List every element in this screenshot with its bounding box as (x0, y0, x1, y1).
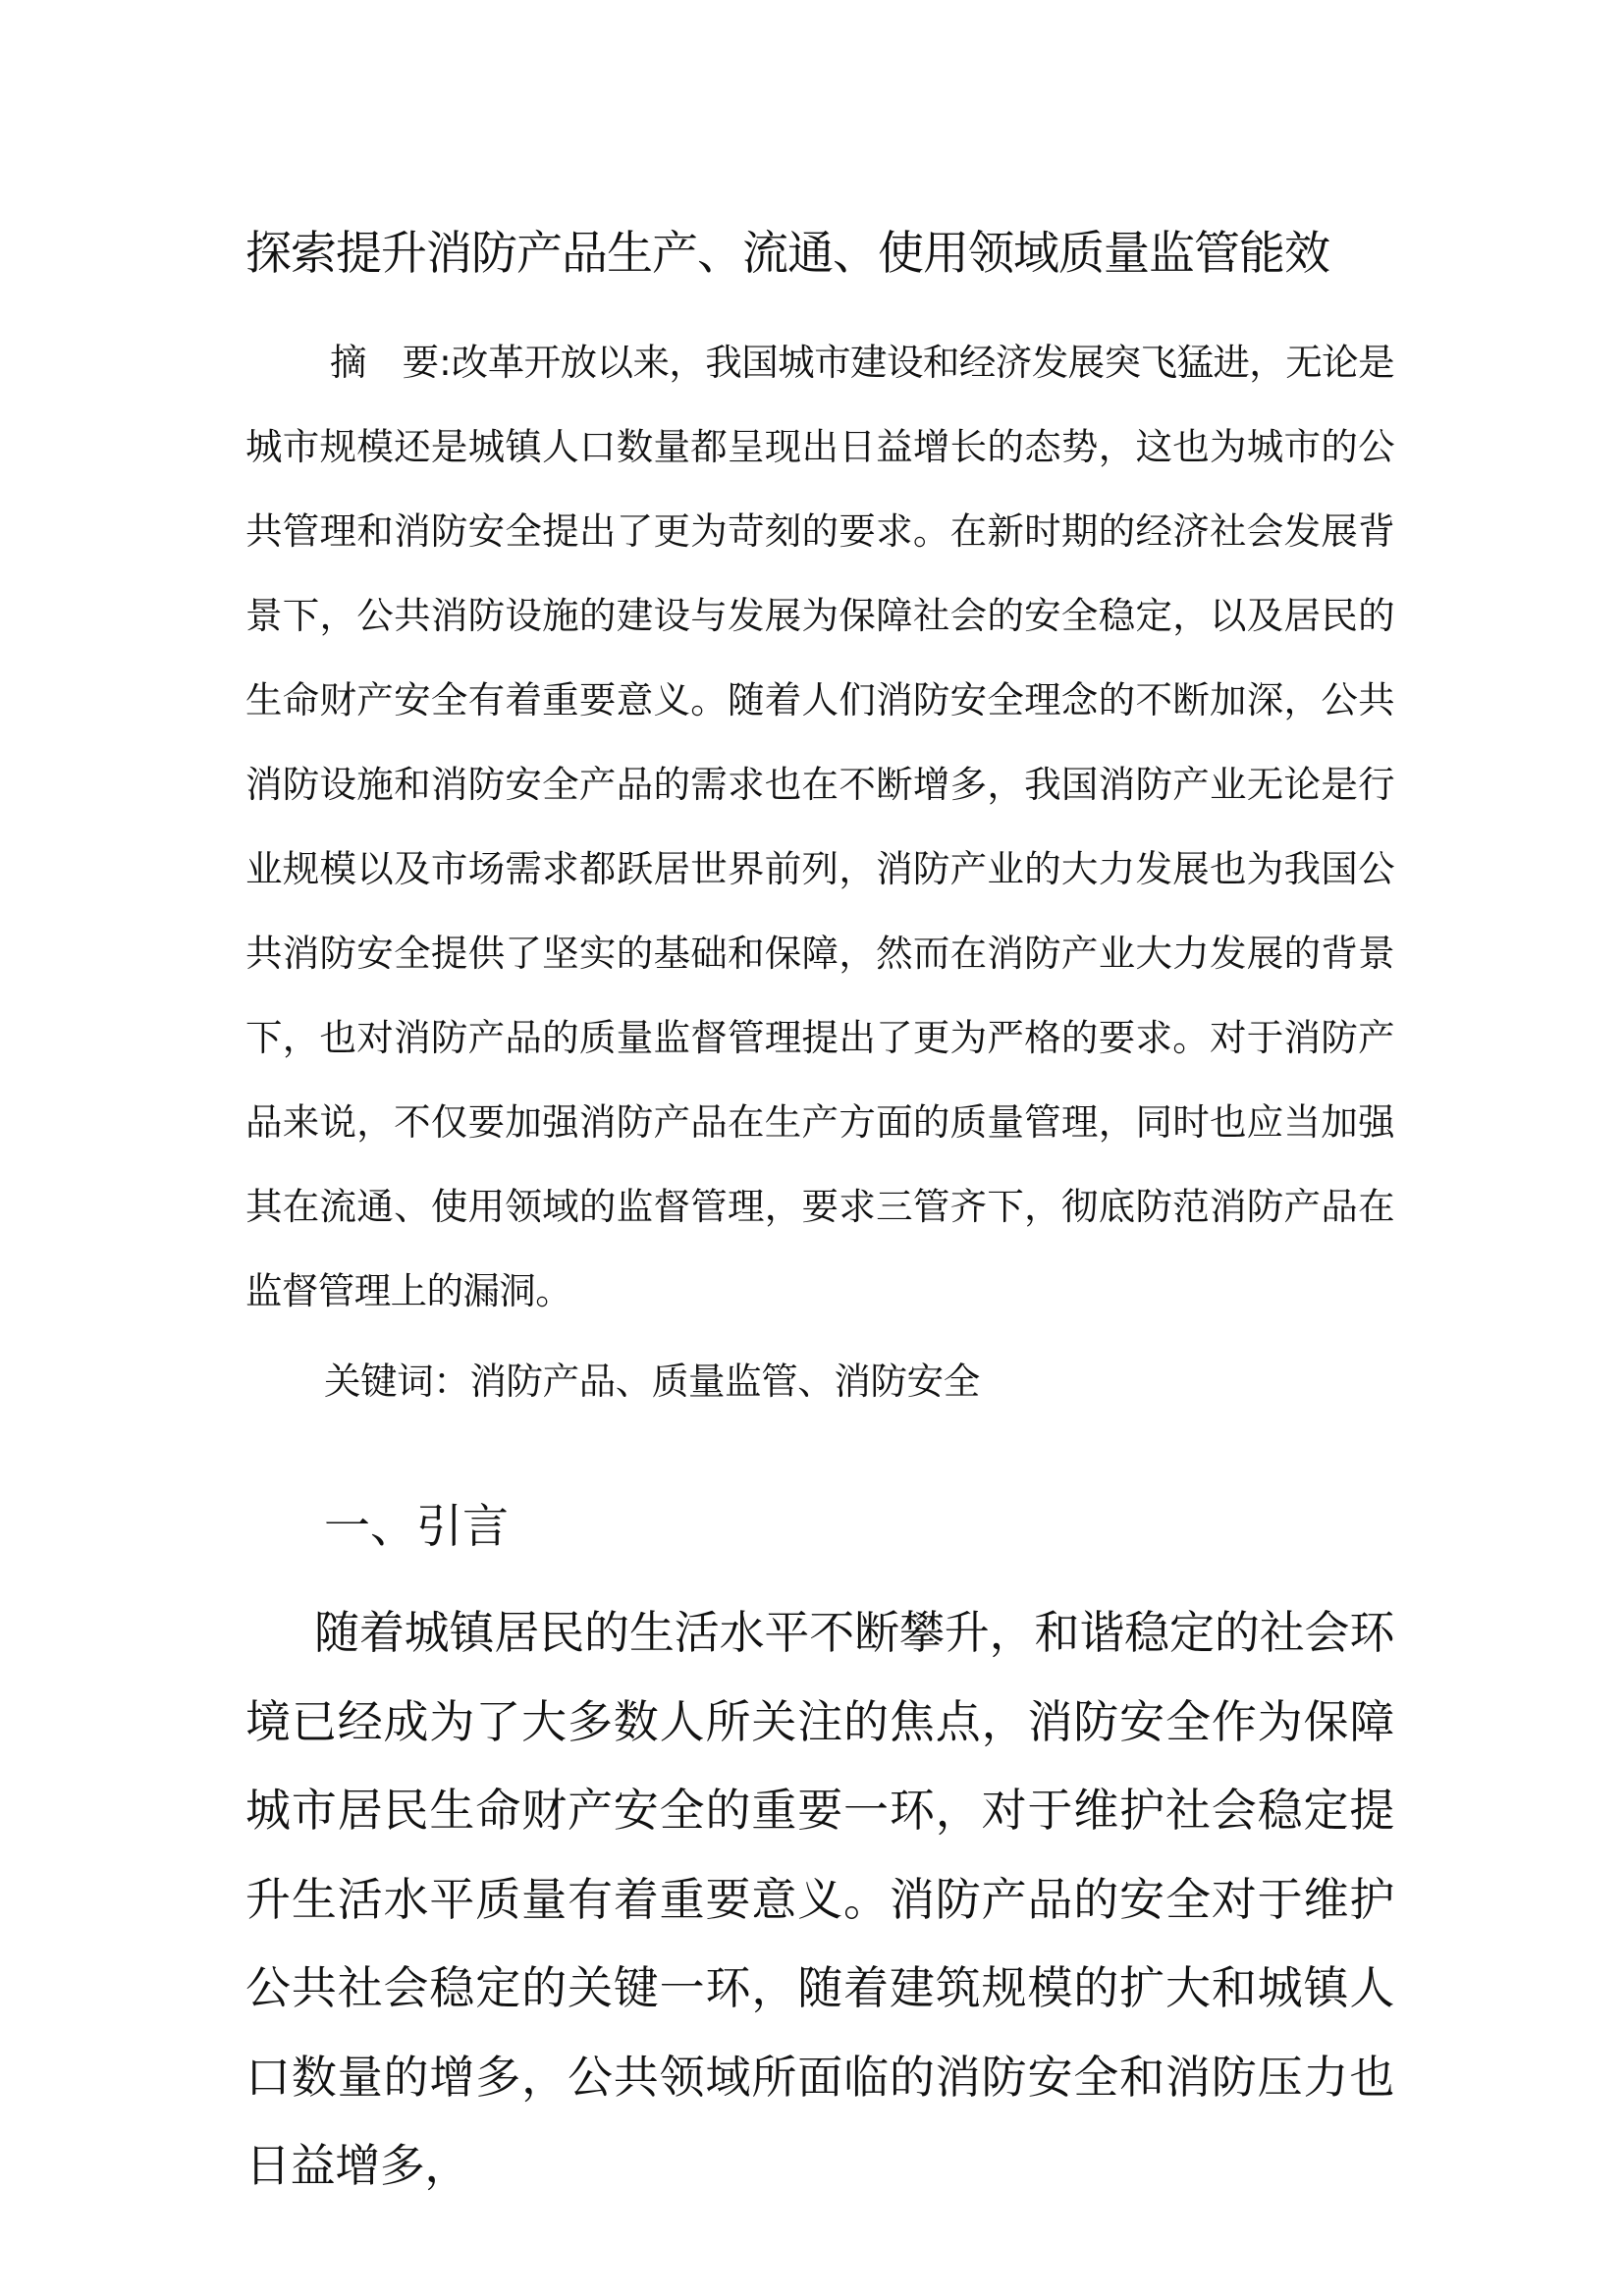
abstract-text: 改革开放以来，我国城市建设和经济发展突飞猛进，无论是城市规模还是城镇人口数量都呈现出日益增长的态势，这也为城市的公共管理和消防安全提出了更为苛刻的要求。在新时期的经济社会发展背景下，公共消防设施的建设与发展为保障社会的安全稳定，以及居民的生命财产安全有着重要意义。随着人们消防安全理念的不断加深，公共消防设施和消防安全产品的需求也在不断增多，我国消防产业无论是行业规模以及市场需求都跃居世界前列，消防产业的大力发展也为我国公共消防安全提供了坚实的基础和保障，然而在消防产业大力发展的背景下，也对消防产品的质量监督管理提出了更为严格的要求。对于消防产品来说，不仅要加强消防产品在生产方面的质量管理，同时也应当加强其在流通、使用领域的监督管理，要求三管齐下，彻底防范消防产品在监督管理上的漏洞。 (245, 341, 1395, 1312)
section-heading: 一、引言 (324, 1500, 509, 1554)
document-title: 探索提升消防产品生产、流通、使用领域质量监管能效 (245, 227, 1329, 281)
keywords-line: 关键词：消防产品、质量监管、消防安全 (324, 1360, 980, 1403)
intro-paragraph: 随着城镇居民的生活水平不断攀升，和谐稳定的社会环境已经成为了大多数人所关注的焦点，消防安全作为保障城市居民生命财产安全的重要一环，对于维护社会稳定提升生活水平质量有着重要意义。消防产品的安全对于维护公共社会稳定的关键一环，随着建筑规模的扩大和城镇人口数量的增多，公共领域所面临的消防安全和消防压力也日益增多， (245, 1606, 1394, 2192)
abstract-label-part1: 摘 (330, 341, 367, 384)
abstract-paragraph (245, 320, 1394, 1333)
abstract-label-part2: 要: (402, 341, 452, 384)
